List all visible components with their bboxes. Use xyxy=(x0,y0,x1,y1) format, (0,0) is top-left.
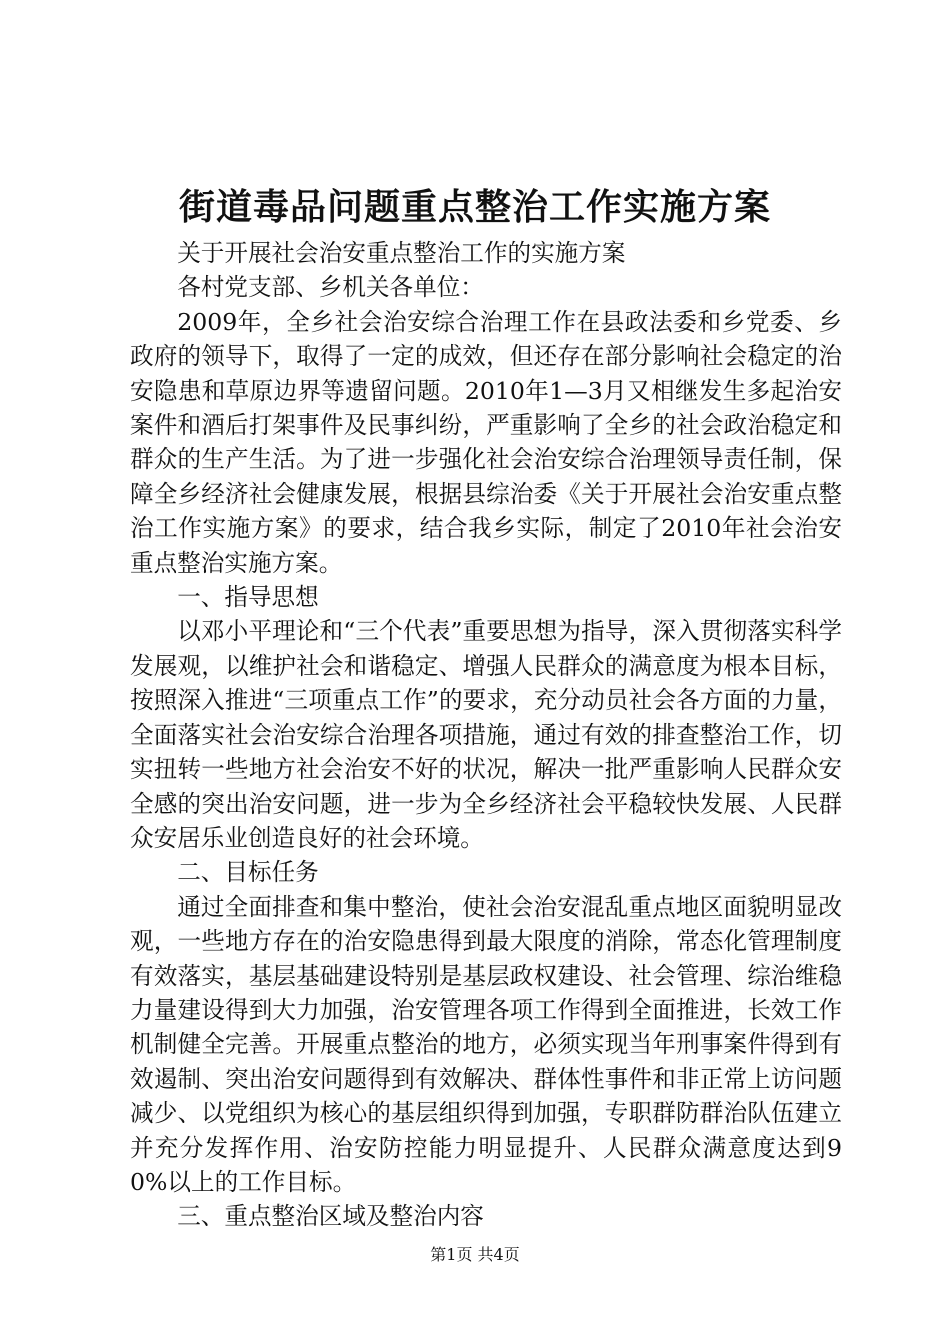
document-title: 街道毒品问题重点整治工作实施方案 xyxy=(178,187,771,228)
section-heading-guiding-ideology: 一、指导思想 xyxy=(177,583,319,612)
subtitle-line: 关于开展社会治安重点整治工作的实施方案 xyxy=(177,239,626,267)
guiding-ideology-paragraph: 以邓小平理论和“三个代表”重要思想为指导，深入贯彻落实科学发展观，以维护社会和谐稳定、增强人民群众的满意度为根本目标，按照深入推进“三项重点工作”的要求，充分动员社会各方面的力量，全面落实社会治安综合治理各项措施，通过有效的排查整治工作，切实扭转一些地方社会治安不好的状况，解决一批严重影响人民群众安全感的突出治安问题，进一步为全乡经济社会平稳较快发展、人民群众安居乐业创造良好的社会环境。 xyxy=(130,617,842,852)
intro-paragraph: 2009年，全乡社会治安综合治理工作在县政法委和乡党委、乡政府的领导下，取得了一定的成效，但还存在部分影响社会稳定的治安隐患和草原边界等遗留问题。2010年1—3月又相继发生多起治安案件和酒后打架事件及民事纠纷，严重影响了全乡的社会政治稳定和群众的生产生活。为了进一步强化社会治安综合治理领导责任制，保障全乡经济社会健康发展，根据县综治委《关于开展社会治安重点整治工作实施方案》的要求，结合我乡实际，制定了2010年社会治安重点整治实施方案。 xyxy=(130,307,842,577)
page-number-footer: 第1页 共4页 xyxy=(430,1245,520,1264)
salutation: 各村党支部、乡机关各单位： xyxy=(177,273,484,302)
section-heading-key-areas: 三、重点整治区域及整治内容 xyxy=(177,1202,484,1231)
section-heading-goals: 二、目标任务 xyxy=(177,858,319,887)
goals-paragraph: 通过全面排查和集中整治，使社会治安混乱重点地区面貌明显改观，一些地方存在的治安隐患得到最大限度的消除，常态化管理制度有效落实，基层基础建设特别是基层政权建设、社会管理、综治维稳力量建设得到大力加强，治安管理各项工作得到全面推进，长效工作机制健全完善。开展重点整治的地方，必须实现当年刑事案件得到有效遏制、突出治安问题得到有效解决、群体性事件和非正常上访问题减少、以党组织为核心的基层组织得到加强，专职群防群治队伍建立并充分发挥作用、治安防控能力明显提升、人民群众满意度达到90%以上的工作目标。 xyxy=(130,892,842,1196)
document-body xyxy=(130,236,842,1234)
